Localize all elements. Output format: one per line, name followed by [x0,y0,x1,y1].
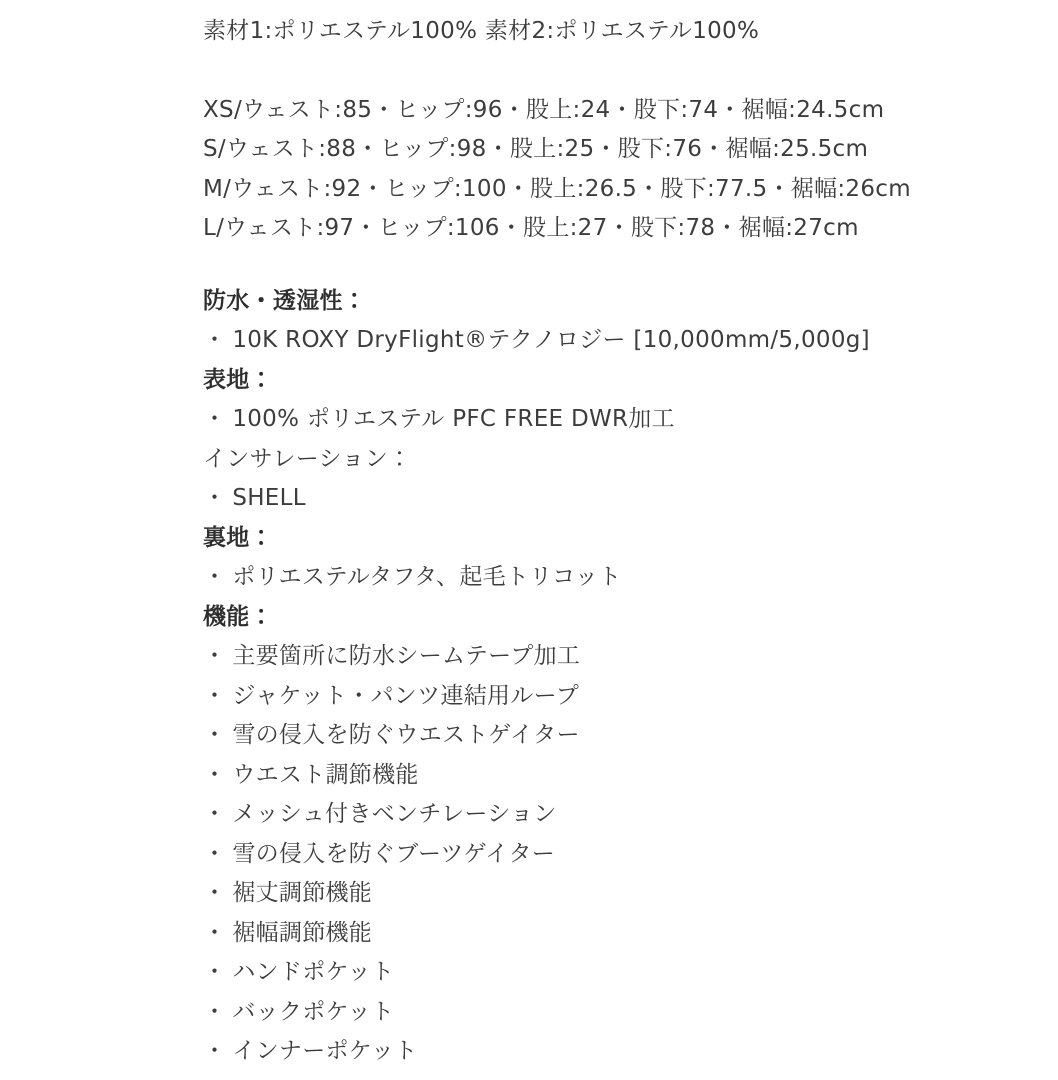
spec-detail-list [203,282,1038,1072]
spec-bullet-text: ウエスト調節機能 [232,761,419,788]
spec-bullet-item [203,558,1038,598]
spec-bullet-item [203,835,1038,875]
spec-bullet-text: 10K ROXY DryFlight®テクノロジー [10,000mm/5,000g] [232,327,870,353]
spec-bullet-item [203,993,1038,1033]
bullet-icon: ・ [203,959,227,985]
spec-bullet-item [203,716,1038,756]
spec-bullet-item [203,874,1038,914]
spec-bullet-item [203,914,1038,954]
spec-bullet-item [203,795,1038,835]
spec-section-heading-waterproof: 防水・透湿性： [203,287,367,314]
spec-section-heading-shell-fabric: 表地： [203,366,273,393]
spec-bullet-item [203,479,1038,519]
bullet-icon: ・ [203,643,227,669]
bullet-icon: ・ [203,722,227,748]
bullet-icon: ・ [203,682,227,709]
bullet-icon: ・ [203,801,227,827]
bullet-icon: ・ [203,564,227,590]
spec-bullet-text: 裾丈調節機能 [232,880,373,906]
bullet-icon: ・ [203,485,227,511]
spec-bullet-item [203,953,1038,993]
bullet-icon: ・ [203,406,227,432]
bullet-icon: ・ [203,327,227,353]
bullet-icon: ・ [203,919,227,946]
spec-bullet-text: バックポケット [232,998,395,1025]
spec-bullet-item [203,321,1038,361]
spec-bullet-text: ハンドポケット [232,959,395,985]
spec-bullet-text: ポリエステルタフタ、起毛トリコット [232,564,622,590]
spec-bullet-item [203,677,1038,717]
bullet-icon: ・ [203,840,227,867]
bullet-icon: ・ [203,880,227,906]
materials-line: 素材1:ポリエステル100% 素材2:ポリエステル100% [203,18,760,44]
spec-section-heading-features: 機能： [203,603,273,630]
size-spec-table [203,91,1038,249]
bullet-icon: ・ [203,1038,227,1064]
spec-bullet-item [203,400,1038,440]
spec-bullet-text: 雪の侵入を防ぐウエストゲイター [232,722,580,748]
spec-bullet-item [203,637,1038,677]
spec-bullet-item [203,1032,1038,1072]
spec-bullet-text: 裾幅調節機能 [232,919,373,946]
size-spec-row-xs: XS/ウェスト:85・ヒップ:96・股上:24・股下:74・裾幅:24.5cm [203,96,885,123]
spec-bullet-text: インナーポケット [232,1038,418,1064]
spec-bullet-item [203,756,1038,796]
size-spec-row-s: S/ウェスト:88・ヒップ:98・股上:25・股下:76・裾幅:25.5cm [203,136,869,162]
spec-bullet-text: 主要箇所に防水シームテープ加工 [232,643,581,669]
spec-bullet-text: ジャケット・パンツ連結用ループ [232,682,580,709]
spec-section-heading-insulation: インサレーション： [203,445,412,472]
spec-section-heading-lining: 裏地： [203,524,273,551]
bullet-icon: ・ [203,998,227,1025]
spec-bullet-text: メッシュ付きベンチレーション [232,801,557,827]
size-spec-row-m: M/ウェスト:92・ヒップ:100・股上:26.5・股下:77.5・裾幅:26cm [203,175,911,202]
spec-bullet-text: SHELL [232,485,306,511]
bullet-icon: ・ [203,761,227,788]
size-spec-row-l: L/ウェスト:97・ヒップ:106・股上:27・股下:78・裾幅:27cm [203,215,859,241]
spec-bullet-text: 雪の侵入を防ぐブーツゲイター [232,840,556,867]
spec-bullet-text: 100% ポリエステル PFC FREE DWR加工 [232,406,675,432]
